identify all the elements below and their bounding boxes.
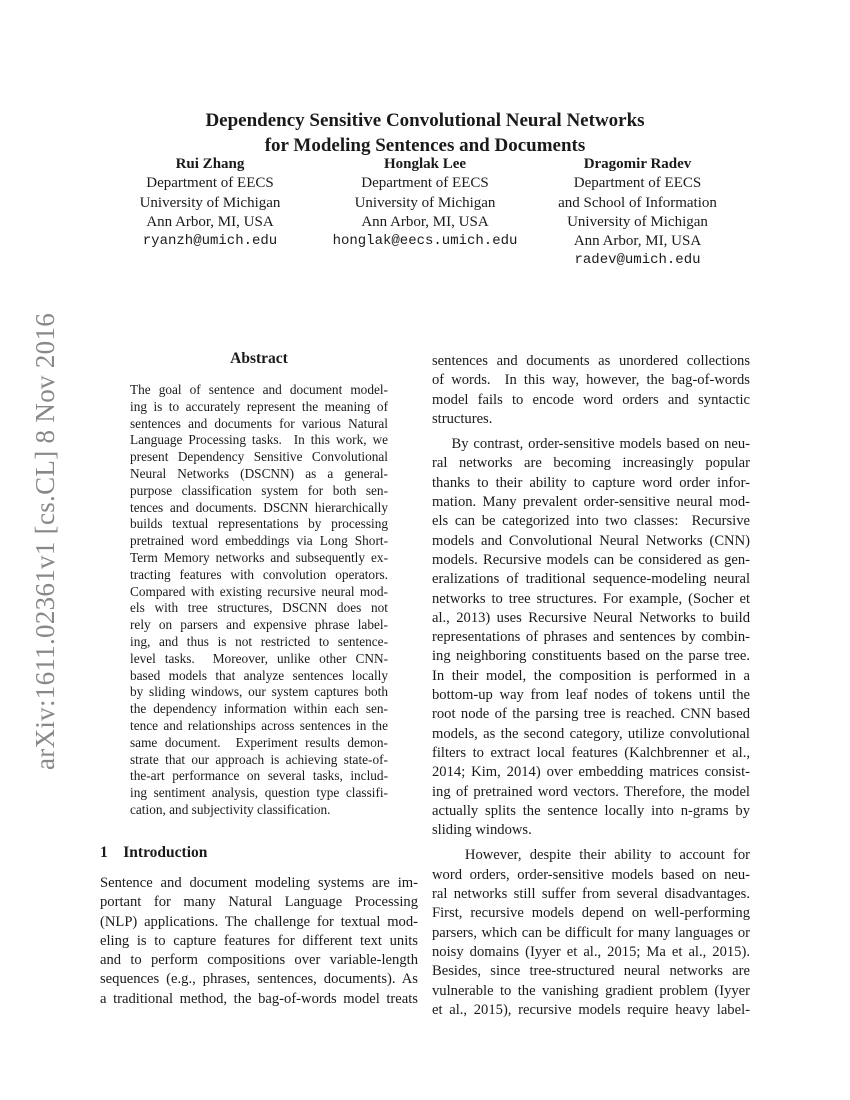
title-line: for Modeling Sentences and Documents (264, 135, 586, 156)
paragraph-line: Besides, since tree-structured neural networks are (432, 963, 750, 980)
paragraph-line: actually splits the sentence locally into n-grams by (432, 802, 750, 819)
paragraph-line: models and Convolutional Neural Networks (CNN) (432, 532, 750, 549)
paragraph-line: filters to extract local features (Kalchbrenner et al., (432, 744, 750, 761)
paragraph-line: parsers, which can be difficult for many languages or (432, 924, 750, 941)
abstract-line: Term Memory networks and subsequently ex- (130, 549, 388, 565)
abstract-line: sentences and documents for various Natural (130, 415, 388, 431)
intro-line: a traditional method, the bag-of-words model treats (100, 990, 418, 1007)
abstract-line: tences and documents. DSCNN hierarchically (130, 499, 388, 515)
abstract (130, 349, 388, 819)
section-title: Introduction (123, 844, 208, 861)
abstract-heading: Abstract (230, 350, 288, 367)
paragraph-line: structures. (432, 410, 493, 427)
intro-line: eling is to capture features for different text units (100, 932, 418, 949)
paper-title (0, 108, 850, 158)
right-column (432, 352, 750, 1026)
author-email[interactable]: honglak@eecs.umich.edu (332, 233, 518, 250)
paragraph-line: sentences and documents as unordered collections (432, 353, 750, 369)
introduction-section (100, 843, 418, 1009)
abstract-line: ing, and thus is not restricted to sentence- (130, 633, 388, 649)
section-number: 1 (100, 844, 108, 861)
paragraph (432, 846, 750, 1020)
abstract-line: based models that analyze sentences locally (130, 667, 388, 683)
paragraph-line: ing neighboring constituents based on the parse tree. (432, 648, 750, 665)
abstract-line: purpose classification system for both sen- (130, 482, 388, 498)
paragraph-line: By contrast, order-sensitive models based on neu- (432, 436, 750, 453)
paragraph-line: root node of the parsing tree is reached. CNN based (432, 706, 750, 723)
paragraph-line: 2014; Kim, 2014) over embedding matrices consist- (432, 764, 750, 781)
affiliation-line: University of Michigan (139, 194, 281, 211)
affiliation-line: Department of EECS (361, 175, 489, 192)
affiliation-line: Ann Arbor, MI, USA (573, 233, 702, 250)
author-block (310, 155, 540, 251)
abstract-line: pretrained word embeddings via Long Short- (130, 533, 388, 549)
paragraph-line: et al., 2015), recursive models require heavy label- (432, 1001, 750, 1018)
abstract-line: Language Processing tasks. In this work, we (130, 432, 388, 448)
paragraph-line: models, as the second category, utilize convolutional (432, 725, 750, 742)
affiliation-line: Ann Arbor, MI, USA (146, 213, 274, 230)
abstract-line: rely on parsers and expensive phrase label- (130, 617, 388, 633)
intro-line: Sentence and document modeling systems are im- (100, 875, 418, 891)
paragraph-line: vulnerable to the vanishing gradient problem (Iyyer (432, 982, 750, 999)
abstract-line: by sliding windows, our system captures both (130, 684, 388, 700)
affiliation-line: Ann Arbor, MI, USA (361, 213, 489, 230)
paragraph-line: sliding windows. (432, 822, 532, 839)
author-email[interactable]: radev@umich.edu (574, 252, 701, 269)
paragraph-line: mation. Many prevalent order-sensitive neural mod- (432, 494, 750, 511)
intro-line: portant for many Natural Language Processing (100, 894, 418, 911)
abstract-line: ing is to accurately represent the meaning of (130, 398, 388, 414)
arxiv-side-label: arXiv:1611.02361v1 [cs.CL] 8 Nov 2016 (30, 312, 60, 770)
affiliation-line: Department of EECS (146, 175, 274, 192)
paragraph-line: word orders, order-sensitive models based on neu- (432, 866, 750, 883)
paragraph-line: els can be categorized into two classes: Recursive (432, 513, 750, 530)
author-block (120, 155, 300, 251)
title-line: Dependency Sensitive Convolutional Neural Networks (205, 110, 645, 131)
abstract-line: present Dependency Sensitive Convolutional (130, 449, 388, 465)
paragraph-line: model fails to encode word orders and syntactic (432, 391, 750, 408)
abstract-line: els with tree structures, DSCNN does not (130, 600, 388, 616)
abstract-line: the dependency information within each sen- (130, 701, 388, 717)
abstract-line: cation, and subjectivity classification. (130, 801, 331, 817)
paragraph-line: eralizations of traditional sequence-modeling neural (432, 571, 750, 588)
abstract-line: level tasks. Moreover, unlike other CNN- (130, 650, 388, 666)
abstract-line: the-art performance on several tasks, includ- (130, 768, 388, 784)
abstract-line: tracting features with convolution operators. (130, 566, 388, 582)
paragraph-line: noisy domains (Iyyer et al., 2015; Ma et al., 2015). (432, 943, 750, 960)
abstract-line: ing sentiment analysis, question type classifi- (130, 785, 388, 801)
paragraph-line: of words. In this way, however, the bag-of-words (432, 372, 750, 389)
intro-line: (NLP) applications. The challenge for textual mod- (100, 913, 418, 930)
intro-line: sequences (e.g., phrases, sentences, documents). As (100, 971, 418, 988)
abstract-line: Neural Networks (DSCNN) as a general- (130, 465, 388, 481)
abstract-line: builds textual representations by processing (130, 516, 388, 532)
author-block (535, 155, 740, 271)
author-email[interactable]: ryanzh@umich.edu (142, 233, 278, 250)
abstract-line: Compared with existing recursive neural mod- (130, 583, 388, 599)
author-name: Honglak Lee (383, 156, 467, 172)
paragraph-line: However, despite their ability to account for (432, 847, 750, 864)
section-heading (100, 843, 418, 862)
paragraph-line: models. Recursive models can be considered as gen- (432, 551, 750, 568)
paragraph-line: al., 2013) uses Recursive Neural Networks to build (432, 609, 750, 626)
paragraph-line: ral networks still suffer from several disadvantages. (432, 886, 750, 903)
paragraph-line: thanks to their ability to capture word order infor- (432, 474, 750, 491)
author-name: Rui Zhang (175, 156, 245, 172)
abstract-line: tence and relationships across sentences in the (130, 717, 388, 733)
paragraph-line: networks to tree structures. For example, (Socher et (432, 590, 750, 607)
paragraph-line: First, recursive models depend on well-performing (432, 905, 750, 922)
paragraph-line: ing of pretrained word vectors. Therefore, the model (432, 783, 750, 800)
paragraph-line: In their model, the composition is performed in a (432, 667, 750, 684)
paragraph-line: representations of phrases and sentences by combin- (432, 629, 750, 646)
affiliation-line: Department of EECS (573, 175, 702, 192)
paragraph-line: bottom-up way from leaf nodes of tokens until the (432, 687, 750, 704)
paragraph (432, 435, 750, 840)
paragraph (432, 352, 750, 429)
abstract-line: strate that our approach is achieving state-of- (130, 751, 388, 767)
affiliation-line: and School of Information (558, 194, 717, 211)
abstract-line: The goal of sentence and document model- (130, 382, 388, 397)
affiliation-line: University of Michigan (354, 194, 496, 211)
paragraph-line: ral networks are becoming increasingly popular (432, 455, 750, 472)
affiliation-line: University of Michigan (567, 213, 708, 230)
abstract-line: same document. Experiment results demon- (130, 734, 388, 750)
intro-line: and to perform compositions over variable-length (100, 952, 418, 969)
author-name: Dragomir Radev (583, 156, 692, 172)
